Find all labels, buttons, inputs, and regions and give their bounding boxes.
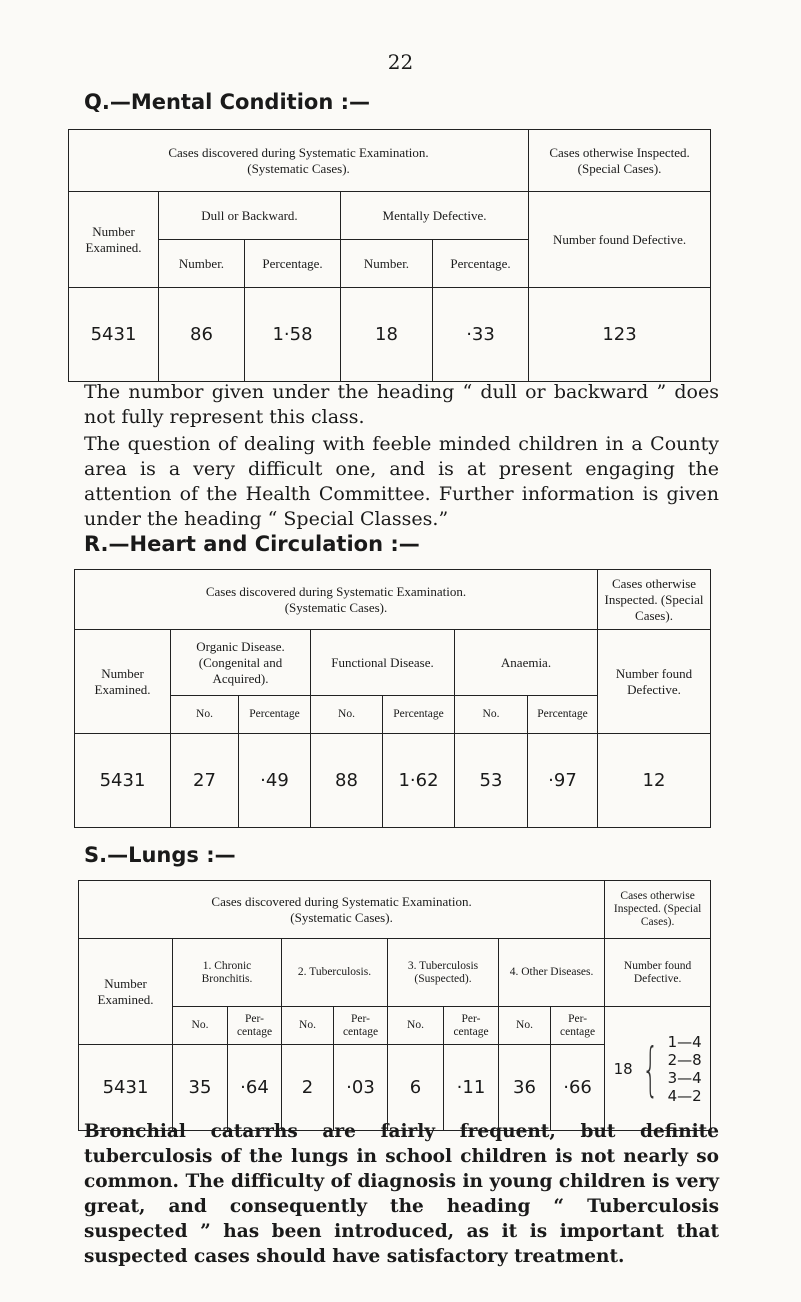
header-number: Number. <box>159 240 245 288</box>
header-number-found: Number found Defective. <box>529 192 711 288</box>
cell-anaemia-percentage: ·97 <box>528 734 598 828</box>
header-percentage: Per- centage <box>444 1007 499 1045</box>
header-systematic: Cases discovered during Systematic Examination. (Systematic Cases). <box>75 570 598 630</box>
header-systematic: Cases discovered during Systematic Examination. (Systematic Cases). <box>69 130 529 192</box>
header-tuberculosis-suspected: 3. Tuberculosis (Suspected). <box>388 939 499 1007</box>
header-percentage: Percentage. <box>433 240 529 288</box>
header-no: No. <box>455 696 528 734</box>
header-percentage: Percentage. <box>245 240 341 288</box>
cell-tuberculosis-percentage: ·03 <box>334 1045 388 1131</box>
cell-number-examined: 5431 <box>75 734 171 828</box>
header-percentage: Per- centage <box>228 1007 282 1045</box>
header-number-examined: Number Examined. <box>79 939 173 1045</box>
cell-organic-percentage: ·49 <box>239 734 311 828</box>
cell-dull-number: 86 <box>159 288 245 382</box>
header-chronic-bronchitis: 1. Chronic Bronchitis. <box>173 939 282 1007</box>
header-number-found: Number found Defective. <box>598 630 711 734</box>
cell-number-found <box>605 1007 711 1131</box>
cell-organic-no: 27 <box>171 734 239 828</box>
list-item: 3—4 <box>667 1068 702 1087</box>
cell-suspected-percentage: ·11 <box>444 1045 499 1131</box>
cell-functional-no: 88 <box>311 734 383 828</box>
paragraph-mental-2: The question of dealing with feeble minded children in a County area is a very difficult one, and is at present engaging the attention of the Health Committee. Further information is given under the heading “ Special Classes.” <box>84 433 719 530</box>
cell-anaemia-no: 53 <box>455 734 528 828</box>
header-percentage: Per- centage <box>334 1007 388 1045</box>
cell-mental-percentage: ·33 <box>433 288 529 382</box>
section-title-heart: R.—Heart and Circulation :— <box>84 532 420 556</box>
section-title-mental: Q.—Mental Condition :— <box>84 90 370 114</box>
found-total: 18 <box>613 1059 633 1078</box>
cell-other-no: 36 <box>499 1045 551 1131</box>
lungs-table <box>78 880 711 1131</box>
cell-mental-number: 18 <box>341 288 433 382</box>
cell-tuberculosis-no: 2 <box>282 1045 334 1131</box>
header-anaemia: Anaemia. <box>455 630 598 696</box>
header-otherwise: Cases otherwise Inspected. (Special Cases). <box>529 130 711 192</box>
list-item: 1—4 <box>667 1032 702 1051</box>
cell-other-percentage: ·66 <box>551 1045 605 1131</box>
header-percentage: Percentage <box>239 696 311 734</box>
paragraph-mental-1: The numbor given under the heading “ dull or backward ” does not fully represent this class. <box>84 381 719 428</box>
header-no: No. <box>173 1007 228 1045</box>
list-item: 4—2 <box>667 1086 702 1105</box>
header-otherwise: Cases otherwise Inspected. (Special Cases). <box>598 570 711 630</box>
header-other-diseases: 4. Other Diseases. <box>499 939 605 1007</box>
header-no: No. <box>171 696 239 734</box>
header-number: Number. <box>341 240 433 288</box>
header-percentage: Per- centage <box>551 1007 605 1045</box>
cell-number-examined: 5431 <box>79 1045 173 1131</box>
header-tuberculosis: 2. Tuberculosis. <box>282 939 388 1007</box>
brace-icon: { <box>641 1034 659 1103</box>
section-title-lungs: S.—Lungs :— <box>84 843 236 867</box>
header-dull-backward: Dull or Backward. <box>159 192 341 240</box>
header-no: No. <box>388 1007 444 1045</box>
header-organic: Organic Disease. (Congenital and Acquired). <box>171 630 311 696</box>
header-functional: Functional Disease. <box>311 630 455 696</box>
header-number-examined: Number Examined. <box>75 630 171 734</box>
header-otherwise: Cases otherwise Inspected. (Special Cases). <box>605 881 711 939</box>
header-no: No. <box>311 696 383 734</box>
heart-circulation-table <box>74 569 711 828</box>
list-item: 2—8 <box>667 1050 702 1069</box>
mental-condition-table <box>68 129 711 382</box>
cell-dull-percentage: 1·58 <box>245 288 341 382</box>
header-number-examined: Number Examined. <box>69 192 159 288</box>
header-percentage: Percentage <box>383 696 455 734</box>
cell-number-found: 12 <box>598 734 711 828</box>
cell-chronic-percentage: ·64 <box>228 1045 282 1131</box>
paragraph-lungs: Bronchial catarrhs are fairly frequent, but definite tuberculosis of the lungs in school children is not nearly so common. The difficulty of diagnosis in young children is very great, and consequently the heading “ Tuberculosis suspected ” has been introduced, as it is important that suspected cases should have satisfactory treatment. <box>84 1121 719 1267</box>
header-number-found: Number found Defective. <box>605 939 711 1007</box>
header-no: No. <box>282 1007 334 1045</box>
header-mentally-defective: Mentally Defective. <box>341 192 529 240</box>
found-breakdown <box>668 1033 702 1105</box>
header-no: No. <box>499 1007 551 1045</box>
page-number: 22 <box>387 50 414 74</box>
cell-chronic-no: 35 <box>173 1045 228 1131</box>
cell-functional-percentage: 1·62 <box>383 734 455 828</box>
cell-number-found: 123 <box>529 288 711 382</box>
cell-suspected-no: 6 <box>388 1045 444 1131</box>
cell-number-examined: 5431 <box>69 288 159 382</box>
header-percentage: Percentage <box>528 696 598 734</box>
header-systematic: Cases discovered during Systematic Examination. (Systematic Cases). <box>79 881 605 939</box>
